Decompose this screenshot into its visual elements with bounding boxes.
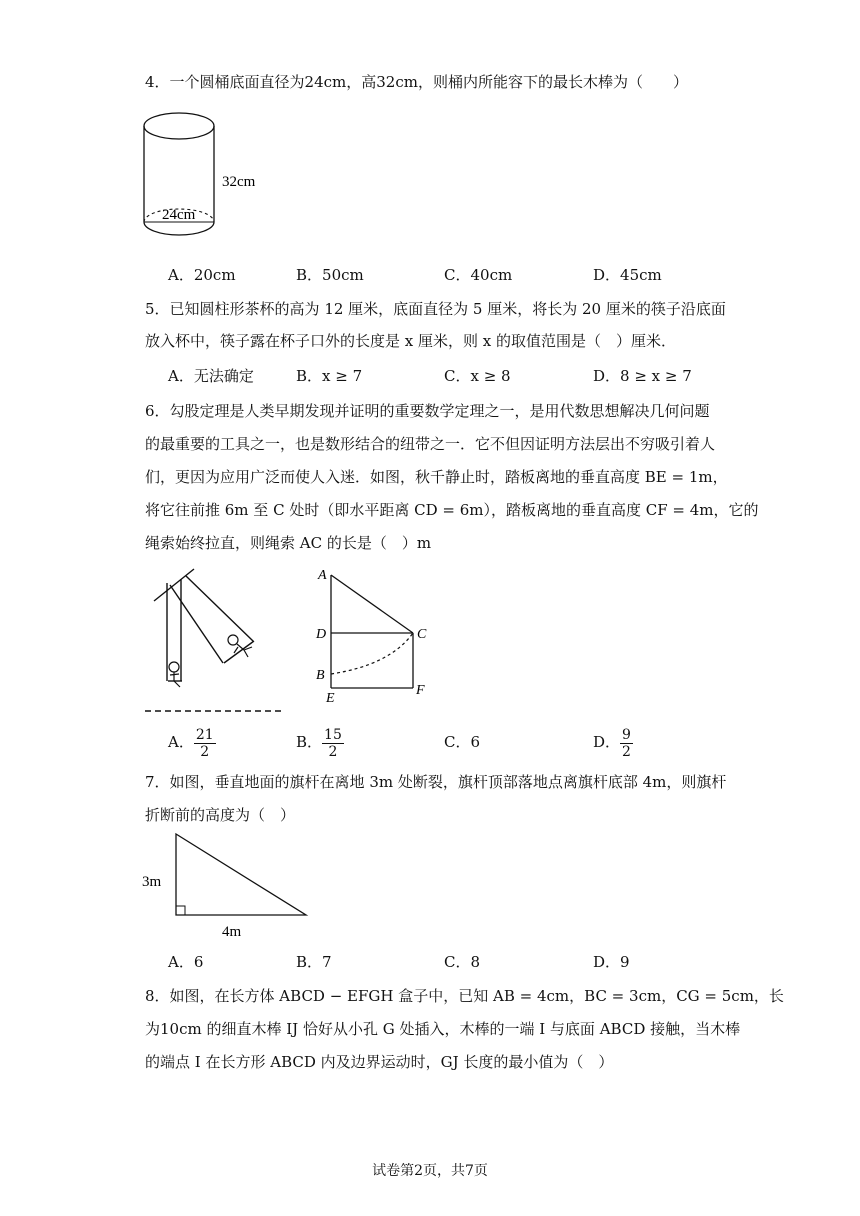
q8-line-3: 的端点 I 在长方形 ABCD 内及边界运动时，GJ 长度的最小值为（ ） bbox=[145, 1053, 614, 1071]
q5-option-d: D．8 ≥ x ≥ 7 bbox=[593, 367, 692, 385]
q8-line-1: 8．如图，在长方体 ABCD − EFGH 盒子中，已知 AB = 4cm，BC = 3cm，CG = 5cm，长 bbox=[145, 987, 784, 1005]
cylinder-diameter-label: 24cm bbox=[162, 207, 196, 223]
q5-line-1: 5．已知圆柱形茶杯的高为 12 厘米，底面直径为 5 厘米，将长为 20 厘米的筷子沿底面 bbox=[145, 300, 726, 318]
triangle-base-label: 4m bbox=[222, 924, 242, 940]
q4-stem: 4．一个圆桶底面直径为24cm，高32cm，则桶内所能容下的最长木棒为（ ） bbox=[145, 73, 688, 91]
swing-picture bbox=[140, 563, 290, 715]
swing-diagram bbox=[310, 563, 440, 705]
cylinder-height-label: 32cm bbox=[222, 174, 256, 190]
q7-line-2: 折断前的高度为（ ） bbox=[145, 806, 296, 824]
q4-option-a: A．20cm bbox=[168, 266, 236, 284]
q4-option-c: C．40cm bbox=[444, 266, 513, 284]
flagpole-triangle-figure bbox=[140, 830, 315, 942]
q7-option-d: D．9 bbox=[593, 953, 630, 971]
q6-line-2: 的最重要的工具之一，也是数形结合的纽带之一．它不但因证明方法层出不穷吸引着人 bbox=[145, 435, 716, 453]
point-e-label: E bbox=[326, 691, 335, 705]
q4-option-d: D．45cm bbox=[593, 266, 662, 284]
page-footer: 试卷第2页，共7页 bbox=[372, 1163, 488, 1179]
q7-option-b: B．7 bbox=[296, 953, 332, 971]
point-f-label: F bbox=[416, 683, 425, 698]
q5-option-a: A．无法确定 bbox=[168, 367, 254, 385]
q6-line-5: 绳索始终拉直，则绳索 AC 的长是（ ）m bbox=[145, 534, 432, 552]
q6-option-a: A． $\frac{21}{2}$ bbox=[168, 726, 214, 760]
point-a-label: A bbox=[318, 568, 327, 583]
point-d-label: D bbox=[316, 627, 327, 642]
q5-line-2: 放入杯中，筷子露在杯子口外的长度是 x 厘米，则 x 的取值范围是（ ）厘米． bbox=[145, 332, 676, 350]
q6-option-c: C．6 bbox=[444, 733, 481, 751]
q7-option-c: C．8 bbox=[444, 953, 481, 971]
q6-line-3: 们，更因为应用广泛而使人入迷．如图，秋千静止时，踏板离地的垂直高度 BE = 1m， bbox=[145, 468, 728, 486]
q5-option-c: C．x ≥ 8 bbox=[444, 367, 511, 385]
q4-option-b: B．50cm bbox=[296, 266, 364, 284]
q5-option-b: B．x ≥ 7 bbox=[296, 367, 363, 385]
q6-option-b: B． $\frac{15}{2}$ bbox=[296, 726, 342, 760]
q6-line-1: 6．勾股定理是人类早期发现并证明的重要数学定理之一，是用代数思想解决几何问题 bbox=[145, 402, 710, 420]
triangle-height-label: 3m bbox=[142, 874, 162, 890]
q7-option-a: A．6 bbox=[168, 953, 204, 971]
point-c-label: C bbox=[417, 627, 427, 642]
cylinder-figure bbox=[140, 106, 280, 246]
q6-option-d: D． $\frac{9}{2}$ bbox=[593, 726, 631, 760]
q8-line-2: 为10cm 的细直木棒 IJ 恰好从小孔 G 处插入，木棒的一端 I 与底面 ABCD 接触，当木棒 bbox=[145, 1020, 741, 1038]
point-b-label: B bbox=[316, 668, 325, 683]
q6-line-4: 将它往前推 6m 至 C 处时（即水平距离 CD = 6m），踏板离地的垂直高度 CF = 4m，它的 bbox=[145, 501, 759, 519]
q7-line-1: 7．如图，垂直地面的旗杆在离地 3m 处断裂，旗杆顶部落地点离旗杆底部 4m，则旗杆 bbox=[145, 773, 727, 791]
